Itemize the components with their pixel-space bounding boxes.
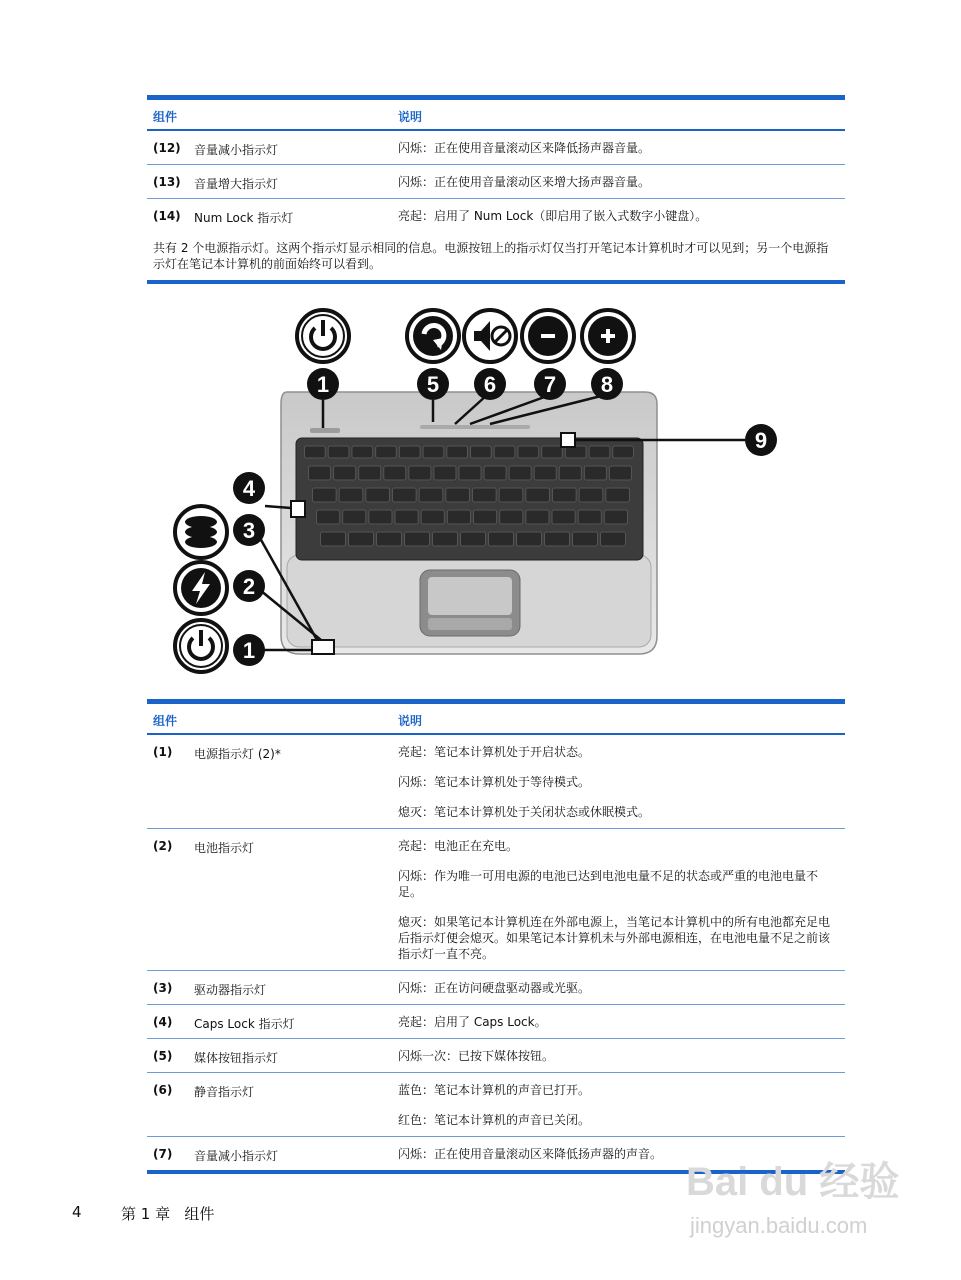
power-icon-bottom [175, 620, 227, 672]
table-header [147, 704, 845, 735]
table-row [147, 131, 845, 165]
keyboard-key [343, 510, 366, 524]
description-line: 亮起：电池正在充电。 [398, 839, 519, 853]
keyboard-key [399, 446, 420, 458]
keyboard-key [499, 488, 523, 502]
keyboard-key [376, 446, 397, 458]
components-table-2 [147, 699, 845, 1174]
keyboard-key [545, 532, 570, 546]
keyboard-key [474, 510, 497, 524]
volume-up-icon [582, 310, 634, 362]
keyboard-key [349, 532, 374, 546]
keyboard-key [526, 488, 550, 502]
component-name: Num Lock 指示灯 [194, 211, 294, 225]
component-description [398, 971, 845, 1004]
keyboard-key [313, 488, 337, 502]
keyboard-key [384, 466, 406, 480]
keyboard-key [471, 446, 492, 458]
keyboard-key [321, 532, 346, 546]
keyboard-key [604, 510, 627, 524]
keyboard-key [434, 466, 456, 480]
keyboard-key [526, 510, 549, 524]
front-lights [312, 640, 334, 654]
keyboard-key [500, 510, 523, 524]
svg-text:3: 3 [242, 518, 256, 543]
keyboard-key [334, 466, 356, 480]
svg-text:1: 1 [242, 638, 256, 663]
header-component: 组件 [153, 714, 178, 728]
keyboard-key [395, 510, 418, 524]
component-name: 电池指示灯 [194, 841, 255, 855]
keyboard-key [609, 466, 631, 480]
header-component: 组件 [153, 110, 178, 124]
keyboard-key [447, 510, 470, 524]
component-name: 驱动器指示灯 [194, 983, 267, 997]
battery-icon [175, 562, 227, 614]
keyboard-key [606, 488, 630, 502]
keyboard-key [359, 466, 381, 480]
callout-2 [233, 570, 265, 602]
callout-1-top [307, 368, 339, 400]
callout-4 [233, 472, 265, 504]
components-table-1 [147, 95, 845, 284]
component-name: 音量减小指示灯 [194, 143, 279, 157]
keyboard-key [369, 510, 392, 524]
keyboard-key [553, 488, 577, 502]
svg-text:1: 1 [316, 372, 330, 397]
svg-text:5: 5 [426, 372, 440, 397]
keyboard-key [552, 510, 575, 524]
component-description [398, 1073, 845, 1136]
row-number: (6) [153, 1083, 173, 1097]
callout-6 [474, 368, 506, 400]
keyboard-key [405, 532, 430, 546]
table-row [147, 165, 845, 199]
description-line: 闪烁：笔记本计算机处于等待模式。 [398, 775, 591, 789]
description-line: 亮起：启用了 Caps Lock。 [398, 1015, 547, 1029]
description-line: 闪烁一次：已按下媒体按钮。 [398, 1049, 555, 1063]
row-number: (1) [153, 745, 173, 759]
table-row [147, 735, 845, 829]
row-number: (14) [153, 209, 181, 223]
row-number: (4) [153, 1015, 173, 1029]
keyboard-key [446, 488, 470, 502]
description-line: 亮起：笔记本计算机处于开启状态。 [398, 745, 591, 759]
keyboard-key [579, 488, 603, 502]
keyboard-key [309, 466, 331, 480]
keyboard-key [589, 446, 610, 458]
caps-lock-light [291, 501, 305, 517]
table-row [147, 199, 845, 232]
description-line: 蓝色：笔记本计算机的声音已打开。 [398, 1083, 591, 1097]
component-description [398, 829, 845, 970]
description-line: 熄灭：笔记本计算机处于关闭状态或休眠模式。 [398, 805, 651, 819]
component-name: 音量减小指示灯 [194, 1149, 279, 1163]
keyboard-key [613, 446, 634, 458]
row-number: (3) [153, 981, 173, 995]
keyboard-key [377, 532, 402, 546]
num-lock-light [561, 433, 575, 447]
keyboard-key [542, 446, 563, 458]
component-description [398, 1039, 845, 1072]
description-line: 红色：笔记本计算机的声音已关闭。 [398, 1113, 591, 1127]
component-description [398, 165, 845, 198]
keyboard-key [578, 510, 601, 524]
keyboard-key [601, 532, 626, 546]
keyboard-key [393, 488, 417, 502]
description-line: 亮起：启用了 Num Lock（即启用了嵌入式数字小键盘）。 [398, 209, 708, 223]
keyboard-key [433, 532, 458, 546]
keyboard-key [484, 466, 506, 480]
svg-text:9: 9 [754, 428, 768, 453]
component-description [398, 1005, 845, 1038]
description-line: 熄灭：如果笔记本计算机连在外部电源上，当笔记本计算机中的所有电池都充足电后指示灯便会熄灭。如果笔记本计算机未与外部电源相连，在电池电量不足之前该指示灯一直不亮。 [398, 915, 831, 961]
row-number: (2) [153, 839, 173, 853]
component-description [398, 199, 845, 232]
row-number: (12) [153, 141, 181, 155]
description-line: 闪烁：作为唯一可用电源的电池已达到电池电量不足的状态或严重的电池电量不足。 [398, 869, 819, 899]
keyboard-key [534, 466, 556, 480]
keyboard-key [518, 446, 539, 458]
keyboard-key [509, 466, 531, 480]
keyboard-key [473, 488, 497, 502]
svg-text:8: 8 [600, 372, 614, 397]
keyboard-key [584, 466, 606, 480]
keyboard-key [559, 466, 581, 480]
svg-text:2: 2 [242, 574, 256, 599]
description-line: 闪烁：正在使用音量滚动区来降低扬声器音量。 [398, 141, 651, 155]
table-row [147, 1073, 845, 1137]
svg-text:6: 6 [483, 372, 497, 397]
keyboard-key [461, 532, 486, 546]
component-name: Caps Lock 指示灯 [194, 1017, 295, 1031]
keyboard-key [305, 446, 326, 458]
keyboard-key [366, 488, 390, 502]
keyboard-key [489, 532, 514, 546]
svg-text:7: 7 [543, 372, 557, 397]
component-name: 静音指示灯 [194, 1085, 255, 1099]
row-number: (13) [153, 175, 181, 189]
keyboard-key [421, 510, 444, 524]
table-row [147, 971, 845, 1005]
baidu-logo: Bai du 经验 [686, 1160, 900, 1204]
callout-9 [745, 424, 777, 456]
component-description [398, 131, 845, 164]
component-name: 媒体按钮指示灯 [194, 1051, 279, 1065]
watermark-url: jingyan.baidu.com [690, 1213, 868, 1238]
callout-1-bottom [233, 634, 265, 666]
keyboard-key [573, 532, 598, 546]
row-number: (5) [153, 1049, 173, 1063]
media-icon [407, 310, 459, 362]
callout-7 [534, 368, 566, 400]
keyboard-key [423, 446, 444, 458]
keyboard-key [352, 446, 373, 458]
table-row [147, 1005, 845, 1039]
component-name: 电源指示灯 (2)* [194, 747, 281, 761]
svg-text:4: 4 [242, 476, 256, 501]
table-row [147, 1039, 845, 1073]
power-icon-top [297, 310, 349, 362]
mute-icon [464, 310, 516, 362]
description-line: 闪烁：正在使用音量滚动区来增大扬声器音量。 [398, 175, 651, 189]
description-line: 闪烁：正在使用音量滚动区来降低扬声器的声音。 [398, 1147, 663, 1161]
table-row [147, 829, 845, 971]
keyboard-key [339, 488, 363, 502]
keyboard-key [317, 510, 340, 524]
keyboard-key [447, 446, 468, 458]
power-light-note: 共有 2 个电源指示灯。这两个指示灯显示相同的信息。电源按钮上的指示灯仅当打开笔记本计算机时才可以见到；另一个电源指示灯在笔记本计算机的前面始终可以看到。 [153, 241, 829, 271]
keyboard-key [328, 446, 349, 458]
callout-3 [233, 514, 265, 546]
volume-down-icon [522, 310, 574, 362]
keyboard-key [459, 466, 481, 480]
callout-5 [417, 368, 449, 400]
keyboard-key [494, 446, 515, 458]
description-line: 闪烁：正在访问硬盘驱动器或光驱。 [398, 981, 591, 995]
keyboard-key [517, 532, 542, 546]
row-number: (7) [153, 1147, 173, 1161]
laptop-figure [165, 300, 790, 675]
page-number: 4 [72, 1203, 82, 1221]
chapter-title: 第 1 章 组件 [121, 1205, 215, 1223]
component-name: 音量增大指示灯 [194, 177, 279, 191]
header-description: 说明 [398, 714, 423, 728]
callout-8 [591, 368, 623, 400]
header-description: 说明 [398, 110, 423, 124]
component-description [398, 735, 845, 828]
keyboard-key [409, 466, 431, 480]
drive-icon [175, 506, 227, 558]
keyboard-key [419, 488, 443, 502]
table-header [147, 100, 845, 131]
